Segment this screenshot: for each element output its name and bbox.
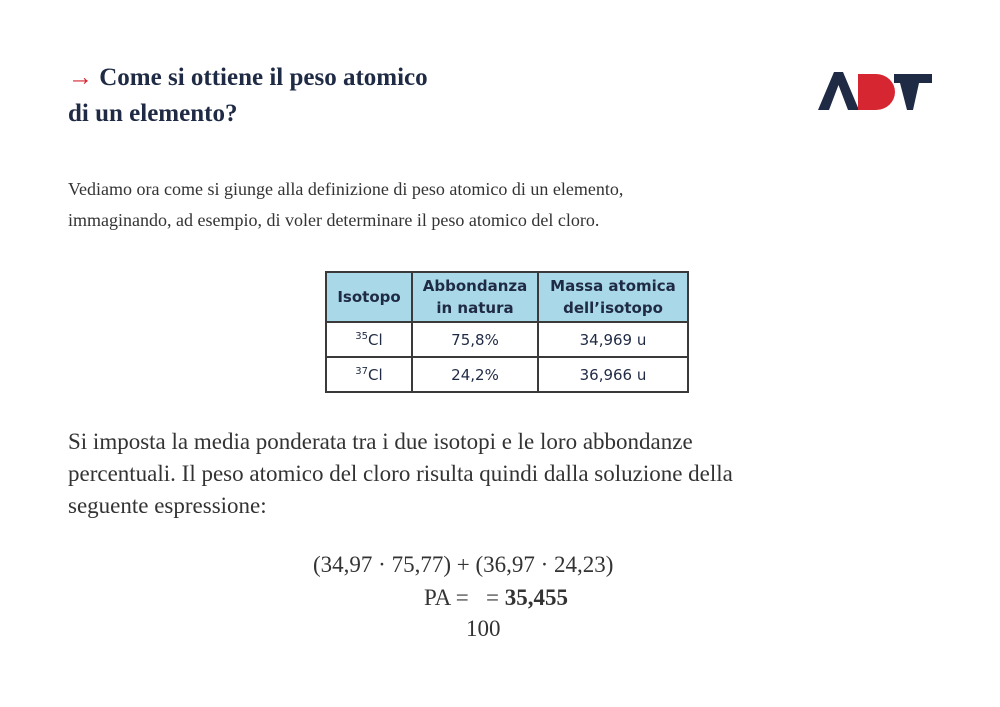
table-header-row: [326, 272, 688, 322]
title-line-2: di un elemento?: [68, 100, 238, 127]
mass-number: 37: [355, 365, 369, 377]
header-mass: Massa atomica dell’isotopo: [538, 272, 688, 322]
mass-cell: 34,969 u: [538, 322, 688, 357]
title-text-1: Come si ottiene il peso atomico: [99, 64, 428, 91]
isotope-cell: [326, 357, 412, 392]
page-title: [68, 60, 428, 132]
element-symbol: Cl: [368, 365, 383, 384]
table-row: [326, 322, 688, 357]
intro-line-2: immaginando, ad esempio, di voler determinare il peso atomico del cloro.: [68, 210, 600, 230]
intro-text: [68, 174, 928, 236]
title-line-1: [68, 60, 428, 96]
paragraph-line-1: Si imposta la media ponderata tra i due isotopi e le loro abbondanze: [68, 429, 693, 454]
table-row: [326, 357, 688, 392]
paragraph-line-2: percentuali. Il peso atomico del cloro risulta quindi dalla soluzione della: [68, 461, 733, 486]
abundance-cell: 75,8%: [412, 322, 538, 357]
mass-cell: 36,966 u: [538, 357, 688, 392]
element-symbol: Cl: [368, 330, 383, 349]
arrow-right-icon: →: [68, 64, 93, 91]
formula-equals: =: [486, 585, 499, 610]
formula-numerator: (34,97 · 75,77) + (36,97 · 24,23): [313, 552, 614, 577]
formula-denominator: 100: [466, 616, 501, 641]
formula-lhs: PA =: [424, 585, 469, 610]
header-isotope: Isotopo: [326, 272, 412, 322]
header-abundance: Abbondanza in natura: [412, 272, 538, 322]
formula-result: 35,455: [504, 585, 568, 610]
isotope-table: [325, 271, 689, 393]
explanation-paragraph: [68, 426, 928, 522]
formula-result-line: [424, 585, 568, 611]
intro-line-1: Vediamo ora come si giunge alla definizione di peso atomico di un elemento,: [68, 179, 624, 199]
mass-number: 35: [355, 330, 369, 342]
adt-logo: [818, 72, 932, 110]
abundance-cell: 24,2%: [412, 357, 538, 392]
paragraph-line-3: seguente espressione:: [68, 493, 267, 518]
isotope-cell: [326, 322, 412, 357]
